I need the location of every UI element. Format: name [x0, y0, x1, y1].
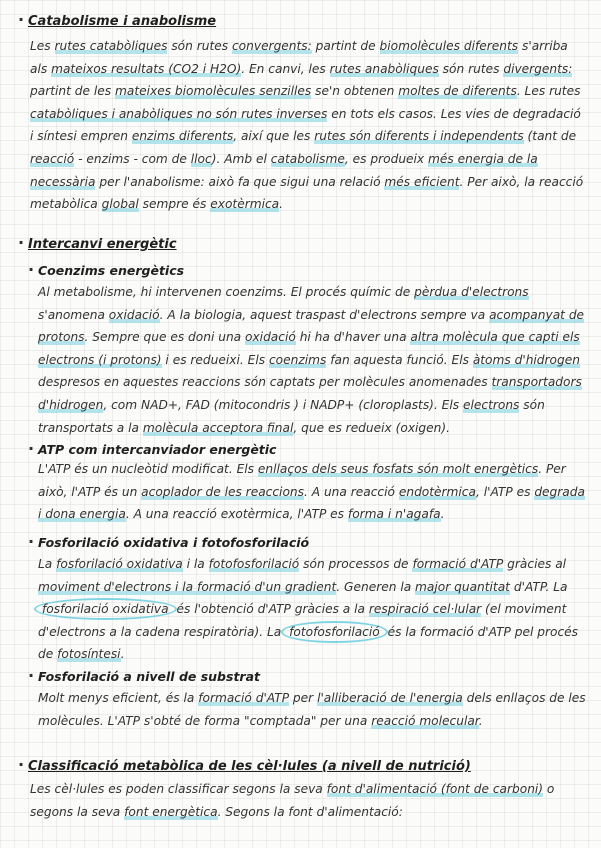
- subsection-coenzymes: [28, 260, 588, 439]
- text-run: , que es redueix (oxigen).: [293, 420, 451, 435]
- text-run: són transportats a la: [38, 397, 545, 435]
- highlighted-term: mateixes biomolècules senzilles: [114, 84, 312, 99]
- highlighted-term: respiració cel·lular: [368, 602, 482, 617]
- highlighted-term: major quantitat: [415, 579, 510, 594]
- text-run: és la formació d'ATP pel procés de: [38, 624, 579, 662]
- text-run: per: [289, 690, 318, 705]
- text-run: (el moviment d'electrons a la cadena respiratòria). La: [38, 602, 567, 639]
- text-run: i la: [182, 556, 209, 571]
- section-classification: [18, 755, 588, 823]
- highlighted-term: font energètica: [124, 804, 218, 819]
- text-run: s'anomena: [38, 307, 109, 322]
- highlighted-term: més energia de la necessària: [30, 151, 538, 189]
- highlighted-term: enzims diferents: [131, 129, 234, 144]
- text-run: per l'anabolisme: això fa que sigui una relació: [95, 174, 385, 189]
- bullet: ·: [28, 531, 35, 551]
- text-run: . Sempre que es doni una: [84, 330, 246, 345]
- highlighted-term: fotosíntesi: [57, 647, 121, 662]
- highlighted-term: acoplador de les reaccions: [141, 484, 304, 499]
- highlighted-term: convergents:: [231, 39, 312, 53]
- highlighted-term: transportadors d'hidrogen: [38, 375, 582, 412]
- subsection-title: Fosforilació oxidativa i fotofosforilació: [38, 534, 310, 550]
- section-title: Classificació metabòlica de les cèl·lules (a nivell de nutrició): [28, 759, 471, 774]
- highlighted-term: forma i n'agafa: [347, 507, 441, 522]
- text-run: Les: [30, 39, 55, 53]
- subsection-atp: [28, 439, 588, 526]
- bullet: ·: [18, 233, 25, 252]
- highlighted-term: electrons: [463, 397, 520, 412]
- highlighted-term: rutes són diferents i independents: [314, 129, 524, 144]
- text-run: La: [38, 556, 57, 571]
- highlighted-term: oxidació: [108, 307, 160, 322]
- highlighted-term: formació d'ATP: [198, 690, 290, 705]
- text-run: .: [120, 647, 125, 662]
- text-run: Les cèl·lules es poden classificar segons la seva: [30, 782, 327, 796]
- paragraph: [38, 458, 588, 526]
- highlighted-term: reacció: [30, 151, 75, 166]
- bullet: ·: [28, 260, 35, 279]
- highlighted-term: l'alliberació de l'energia: [317, 690, 463, 705]
- text-run: . Per això, la reacció metabòlica: [30, 174, 584, 212]
- highlighted-term: coenzims: [268, 352, 327, 367]
- highlighted-term: més eficient: [384, 174, 460, 189]
- bullet: ·: [18, 755, 25, 774]
- paragraph: [30, 778, 588, 823]
- text-run: , com NAD+, FAD (mitocondris ) i NADP+ (cloroplasts). Els: [103, 397, 463, 412]
- text-run: , l'ATP es: [475, 484, 535, 499]
- text-run: sempre és: [138, 197, 211, 212]
- text-run: són rutes: [167, 39, 232, 53]
- text-run: L'ATP és un nucleòtid modificat. Els: [38, 462, 258, 477]
- text-run: Al metabolisme, hi intervenen coenzims. El procés químic de: [38, 285, 415, 299]
- highlighted-term: rutes catabòliques: [54, 39, 168, 53]
- highlighted-term: exotèrmica: [210, 197, 280, 212]
- text-run: .: [279, 197, 284, 212]
- text-run: fan aquesta funció. Els: [326, 352, 473, 367]
- section-catabolism: [18, 10, 588, 216]
- text-run: . Les rutes: [516, 84, 581, 99]
- highlighted-term: moviment d'electrons i la formació d'un gradient: [38, 579, 337, 594]
- subsection-title: Coenzims energètics: [38, 263, 185, 278]
- text-run: Molt menys eficient, és la: [38, 690, 199, 705]
- highlighted-term: formació d'ATP: [412, 556, 504, 571]
- highlighted-term: catabòliques i anabòliques no són rutes inverses: [30, 106, 328, 121]
- paragraph: [38, 281, 588, 439]
- text-run: , així que les: [233, 129, 315, 144]
- highlighted-term: enllaços dels seus fosfats són molt energètics: [257, 462, 539, 477]
- text-run: , es produeix: [344, 151, 429, 166]
- subsection-title: ATP com intercanviador energètic: [38, 442, 277, 458]
- text-run: . A una reacció exotèrmica, l'ATP es: [125, 507, 348, 522]
- highlighted-term: biomolècules diferents: [379, 39, 519, 53]
- text-run: partint de: [311, 39, 380, 53]
- text-run: . Per això, l'ATP és un: [38, 462, 566, 499]
- circled-term: fotofosforilació: [281, 621, 388, 643]
- highlighted-term: fotofosforilació: [208, 556, 300, 571]
- highlighted-term: rutes anabòliques: [329, 61, 439, 76]
- section-heading: [18, 10, 588, 29]
- highlighted-term: divergents:: [503, 61, 573, 76]
- bullet: ·: [28, 665, 35, 685]
- text-run: hi ha d'haver una: [295, 330, 411, 345]
- text-run: (tant de: [523, 129, 577, 144]
- circled-term: fosforilació oxidativa: [34, 598, 177, 620]
- text-run: gràcies al: [503, 556, 567, 571]
- text-run: són rutes: [438, 61, 504, 76]
- text-run: dels enllaços de les molècules. L'ATP s'obté de forma "comptada" per una: [38, 690, 586, 728]
- text-run: despresos en aquestes reaccions són captats per molècules anomenades: [38, 375, 492, 390]
- section-energy-exchange: [18, 233, 588, 732]
- bullet: ·: [18, 10, 25, 29]
- text-run: partint de les: [30, 84, 115, 99]
- highlighted-term: reacció molecular: [371, 713, 479, 728]
- highlighted-term: degrada i dona energia: [38, 484, 585, 522]
- subsection-title: Fosforilació a nivell de substrat: [38, 668, 260, 684]
- highlighted-term: moltes de diferents: [398, 84, 517, 99]
- highlighted-term: molècula acceptora final: [142, 420, 294, 435]
- highlighted-term: acompanyat de protons: [38, 307, 585, 345]
- text-run: .: [440, 507, 445, 522]
- subsection-phosphorylation: [28, 532, 588, 666]
- text-run: - enzims - com de: [74, 151, 191, 166]
- highlighted-term: pèrdua d'electrons: [414, 285, 529, 299]
- text-run: és l'obtenció d'ATP gràcies a la: [172, 602, 369, 617]
- text-run: . Segons la font d'alimentació:: [217, 804, 403, 819]
- text-run: o segons la seva: [30, 782, 555, 819]
- section-heading: [18, 755, 588, 774]
- paragraph: [38, 553, 588, 666]
- paragraph: [30, 35, 588, 216]
- section-title: Catabolisme i anabolisme: [28, 14, 217, 29]
- paragraph: [38, 687, 588, 732]
- highlighted-term: global: [101, 197, 139, 212]
- text-run: . A una reacció: [303, 484, 399, 499]
- text-run: ). Amb el: [211, 151, 271, 166]
- text-run: . En canvi, les: [241, 61, 330, 76]
- highlighted-term: oxidació: [245, 330, 296, 345]
- highlighted-term: mateixos resultats (CO2 i H2O): [51, 61, 242, 76]
- text-run: s'arriba als: [30, 39, 568, 76]
- highlighted-term: altra molècula que capti els electrons (i protons): [38, 330, 580, 367]
- text-run: se'n obtenen: [311, 84, 399, 99]
- text-run: d'ATP. La: [509, 579, 568, 594]
- text-run: .: [478, 713, 483, 728]
- highlighted-term: catabolisme: [270, 151, 345, 166]
- subsection-substrate: [28, 666, 588, 732]
- text-run: . Generen la: [336, 579, 416, 594]
- text-run: . A la biologia, aquest traspast d'electrons sempre va: [159, 307, 490, 322]
- highlighted-term: àtoms d'hidrogen: [472, 352, 580, 367]
- highlighted-term: lloc: [190, 151, 212, 166]
- highlighted-term: fosforilació oxidativa: [56, 556, 183, 571]
- bullet: ·: [28, 439, 35, 459]
- text-run: són processos de: [299, 556, 413, 571]
- section-heading: [18, 233, 588, 252]
- section-title: Intercanvi energètic: [28, 237, 177, 252]
- highlighted-term: font d'alimentació (font de carboni): [326, 782, 544, 796]
- highlighted-term: endotèrmica: [398, 484, 476, 499]
- text-run: en tots els casos. Les vies de degradació i síntesi empren: [30, 106, 581, 144]
- text-run: i es redueixi. Els: [161, 352, 269, 367]
